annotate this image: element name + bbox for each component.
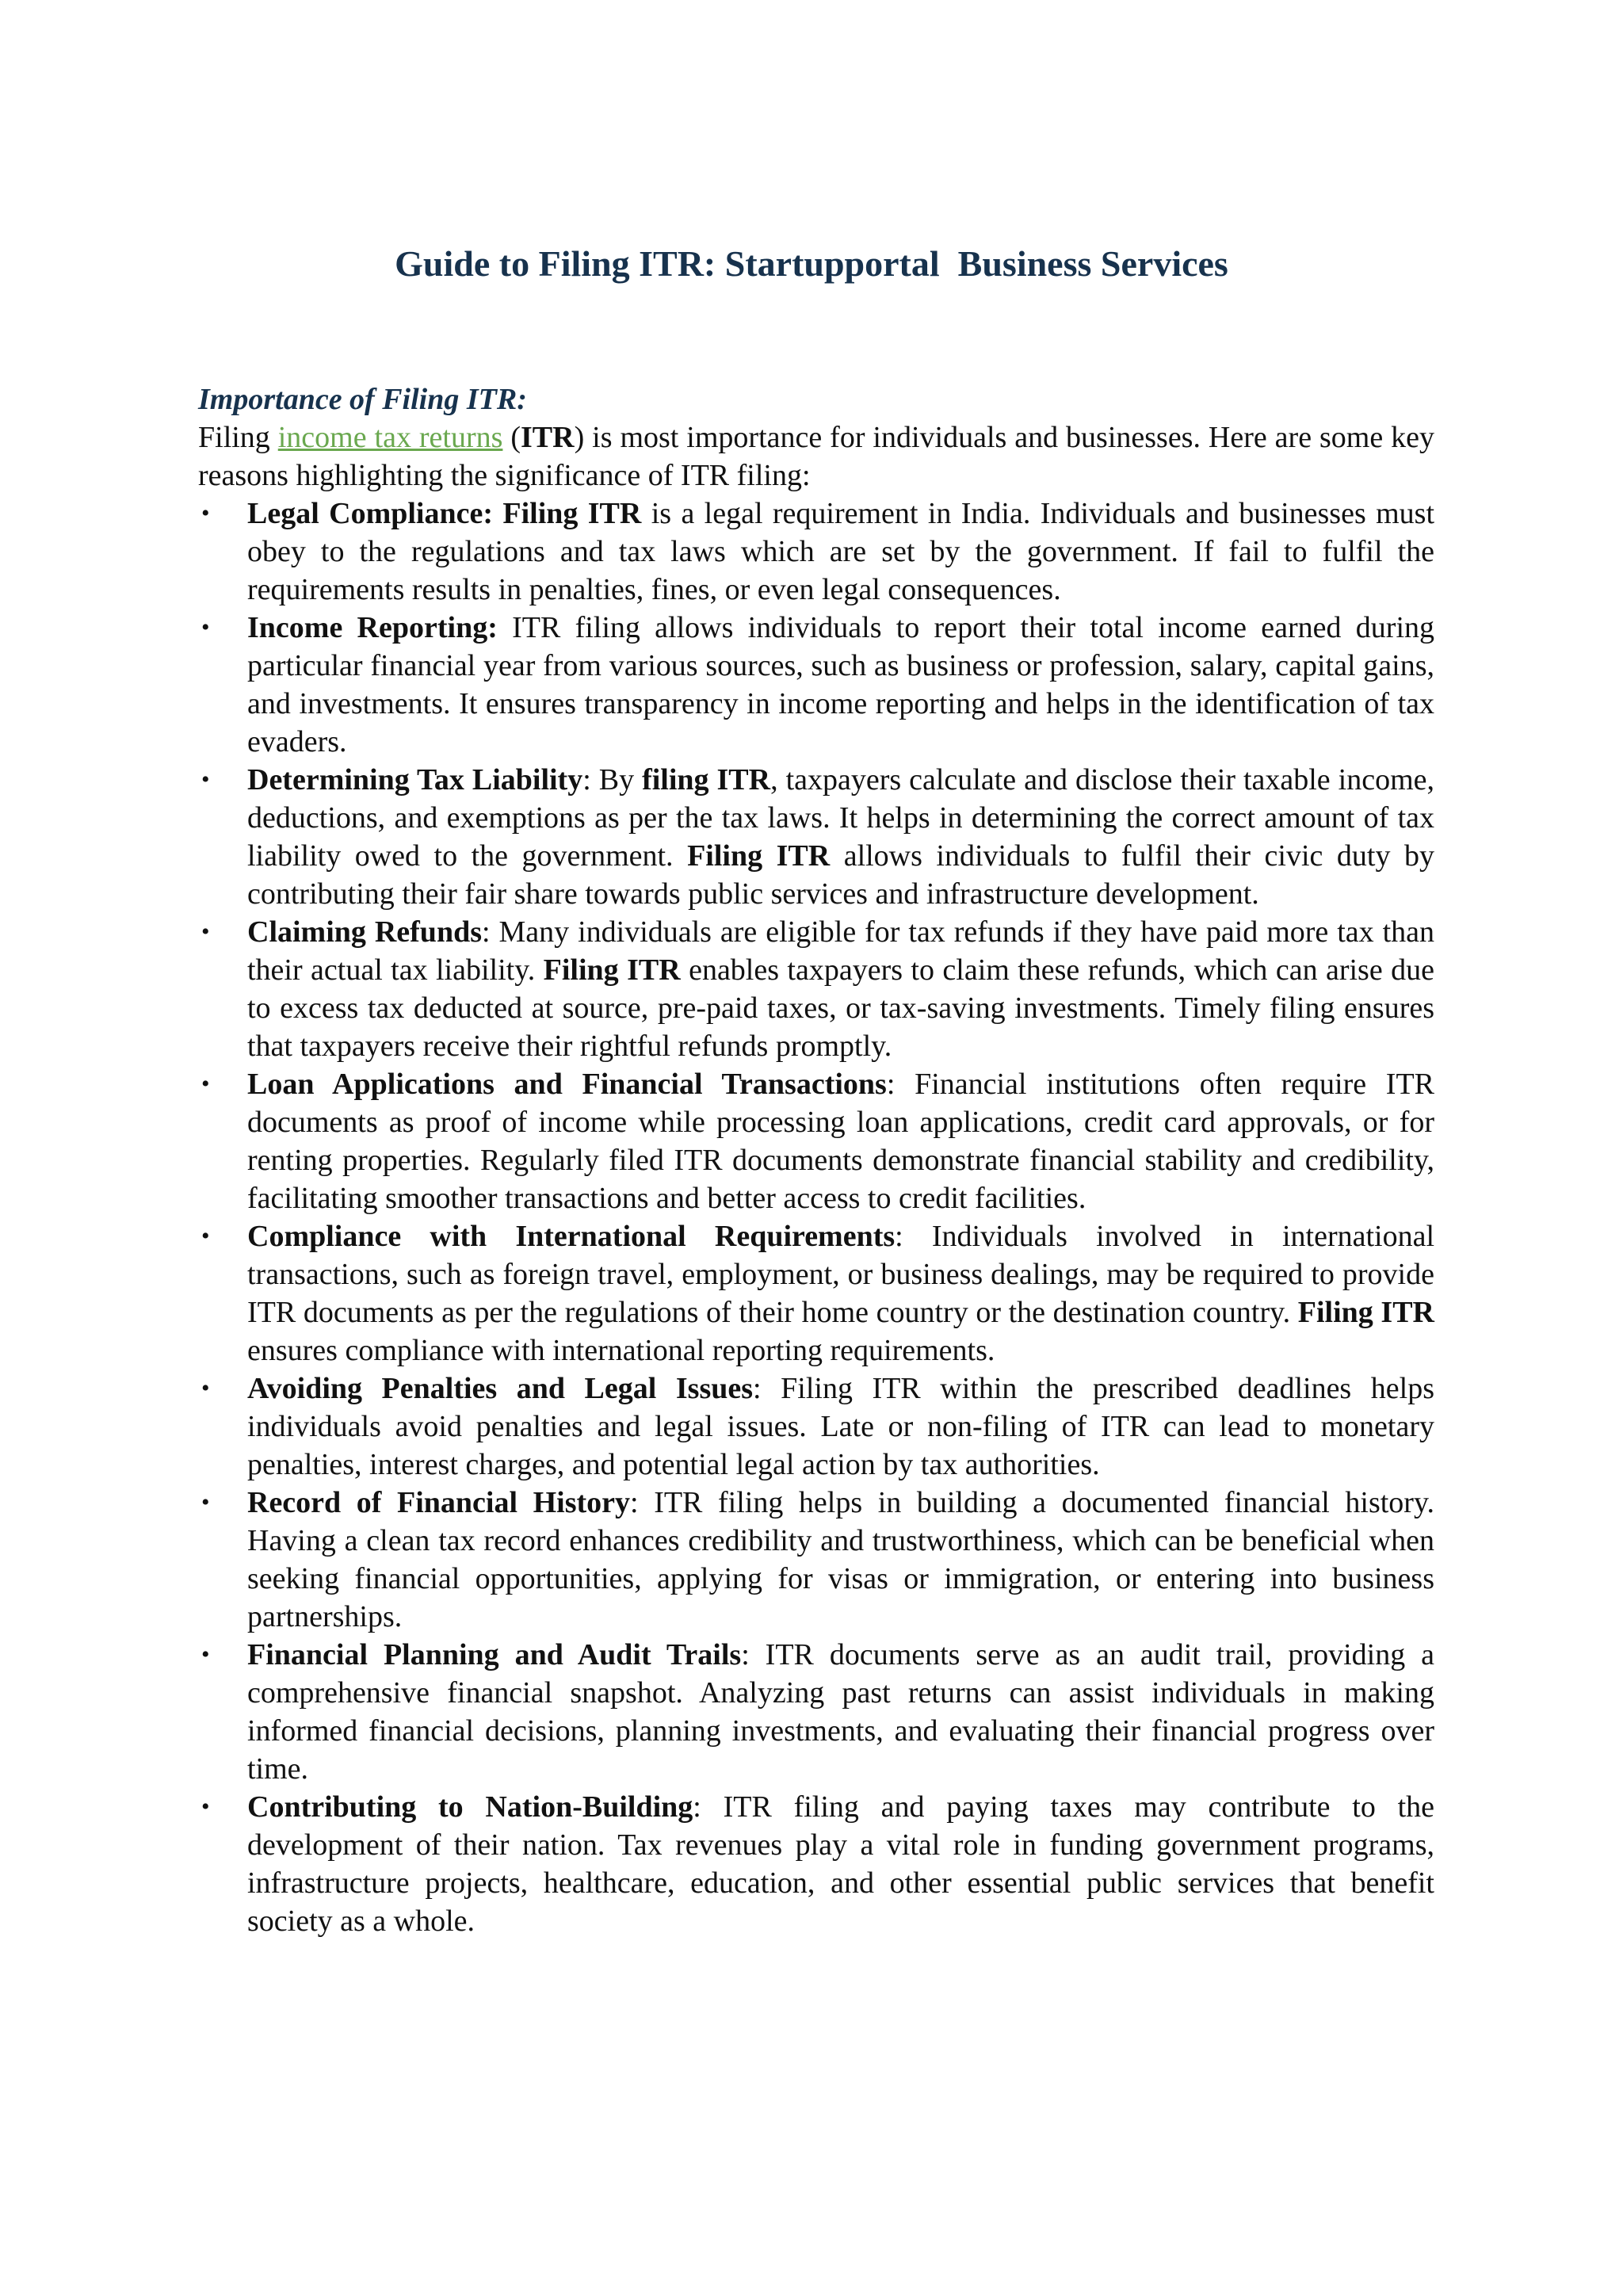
- bullet-icon: •: [201, 1794, 210, 1820]
- list-item-text: is a legal requirement in India. Individuals and businesses must obey to the regulations and tax laws which are set by the government. If fail to fulfil the requirements results in penalties, fines, or even legal consequences.: [247, 497, 1435, 606]
- list-item-label: Avoiding Penalties and Legal Issues: [247, 1372, 754, 1405]
- list-item-label: Legal Compliance:: [247, 497, 494, 530]
- list-item-legal-compliance: [198, 495, 1434, 609]
- list-item-label: Claiming Refunds: [247, 915, 482, 949]
- list-item-label: Record of Financial History: [247, 1486, 631, 1519]
- section-heading: Importance of Filing ITR:: [198, 383, 527, 416]
- list-item-label: Determining Tax Liability: [247, 763, 583, 797]
- bullet-icon: •: [201, 1641, 210, 1668]
- intro-text-end: ) is most importance for individuals and businesses. Here are some key reasons highlighting the significance of ITR filing:: [198, 421, 1435, 492]
- bullet-icon: •: [201, 1223, 210, 1249]
- document-title: Guide to Filing ITR: Startupportal Business Services: [395, 243, 1228, 284]
- list-item-label: Financial Planning and Audit Trails: [247, 1638, 742, 1671]
- bullet-icon: •: [201, 500, 210, 526]
- bullet-icon: •: [201, 1489, 210, 1515]
- list-item-label: Compliance with International Requirements: [247, 1220, 896, 1253]
- bullet-icon: •: [201, 1375, 210, 1401]
- list-item-tax-liability: [198, 761, 1434, 913]
- bullet-icon: •: [201, 614, 210, 640]
- list-item-nation-building: [198, 1788, 1434, 1940]
- list-item-text: : Financial institutions often require ITR documents as proof of income while processing loan applications, credit card approvals, or for renting properties. Regularly filed ITR documents demonstrate financial stability and credibility, facilitating smoother transactions and better access to credit facilities.: [247, 1068, 1435, 1215]
- reasons-list: [198, 495, 1434, 1940]
- intro-abbr: ITR: [521, 421, 575, 454]
- list-item-text: , taxpayers calculate and disclose their taxable income, deductions, and exemptions as per the tax laws. It helps in determining the correct amount of tax liability owed to the government.: [247, 763, 1434, 873]
- list-item-text: ensures compliance with international reporting requirements.: [247, 1334, 995, 1367]
- intro-text-start: Filing: [198, 421, 278, 454]
- document-content: [198, 380, 1434, 1940]
- income-tax-returns-link[interactable]: income tax returns: [277, 421, 503, 454]
- list-item-claiming-refunds: [198, 913, 1434, 1065]
- list-item-financial-history: [198, 1484, 1434, 1636]
- list-item-text: : By: [582, 763, 643, 797]
- list-item-bold-phrase: Filing ITR: [543, 953, 681, 987]
- list-item-label: Income Reporting:: [247, 611, 498, 644]
- list-item-text: enables taxpayers to claim these refunds, which can arise due to excess tax deducted at source, pre-paid taxes, or tax-saving investments. Timely filing ensures that taxpayers receive their rightful refunds promptly.: [247, 953, 1434, 1063]
- bullet-icon: •: [201, 919, 210, 945]
- list-item-text: ITR filing allows individuals to report their total income earned during particular financial year from various sources, such as business or profession, salary, capital gains, and investments. It ensures transparency in income reporting and helps in the identification of tax evaders.: [247, 611, 1434, 758]
- list-item-bold-phrase: Filing ITR: [1297, 1296, 1434, 1329]
- list-item-label: Loan Applications and Financial Transactions: [247, 1068, 887, 1101]
- list-item-bold-phrase: filing ITR: [642, 763, 771, 797]
- list-item-audit-trails: [198, 1636, 1434, 1788]
- list-item-international-compliance: [198, 1217, 1434, 1370]
- bullet-icon: •: [201, 766, 210, 793]
- list-item-text: : ITR documents serve as an audit trail, providing a comprehensive financial snapshot. Analyzing past returns can assist individuals in making informed financial decisions, planning investments, and evaluating their financial progress over time.: [247, 1638, 1434, 1786]
- list-item-income-reporting: [198, 609, 1434, 761]
- list-item-text: : Filing ITR within the prescribed deadlines helps individuals avoid penalties and legal issues. Late or non-filing of ITR can lead to monetary penalties, interest charges, and potential legal action by tax authorities.: [247, 1372, 1434, 1481]
- list-item-avoiding-penalties: [198, 1370, 1434, 1484]
- list-item-bold-phrase: Filing ITR: [687, 839, 831, 873]
- intro-text-paren: (: [502, 421, 521, 454]
- list-item-text: : ITR filing and paying taxes may contribute to the development of their nation. Tax revenues play a vital role in funding government programs, infrastructure projects, healthcare, education, and other essential public services that benefit society as a whole.: [247, 1790, 1434, 1938]
- list-item-text: : ITR filing helps in building a documented financial history. Having a clean tax record enhances credibility and trustworthiness, which can be beneficial when seeking financial opportunities, applying for visas or immigration, or entering into business partnerships.: [247, 1486, 1434, 1633]
- list-item-text: : Many individuals are eligible for tax refunds if they have paid more tax than their actual tax liability.: [247, 915, 1434, 987]
- bullet-icon: •: [201, 1071, 210, 1097]
- list-item-loan-applications: [198, 1065, 1434, 1217]
- list-item-text: : Individuals involved in international transactions, such as foreign travel, employment, or business dealings, may be required to provide ITR documents as per the regulations of their home country or the destination country.: [247, 1220, 1435, 1329]
- list-item-label: Contributing to Nation-Building: [247, 1790, 693, 1824]
- list-item-text: allows individuals to fulfil their civic duty by contributing their fair share towards public services and infrastructure development.: [247, 839, 1434, 911]
- list-item-bold-phrase: Filing ITR: [493, 497, 642, 530]
- intro-paragraph: [198, 418, 1434, 495]
